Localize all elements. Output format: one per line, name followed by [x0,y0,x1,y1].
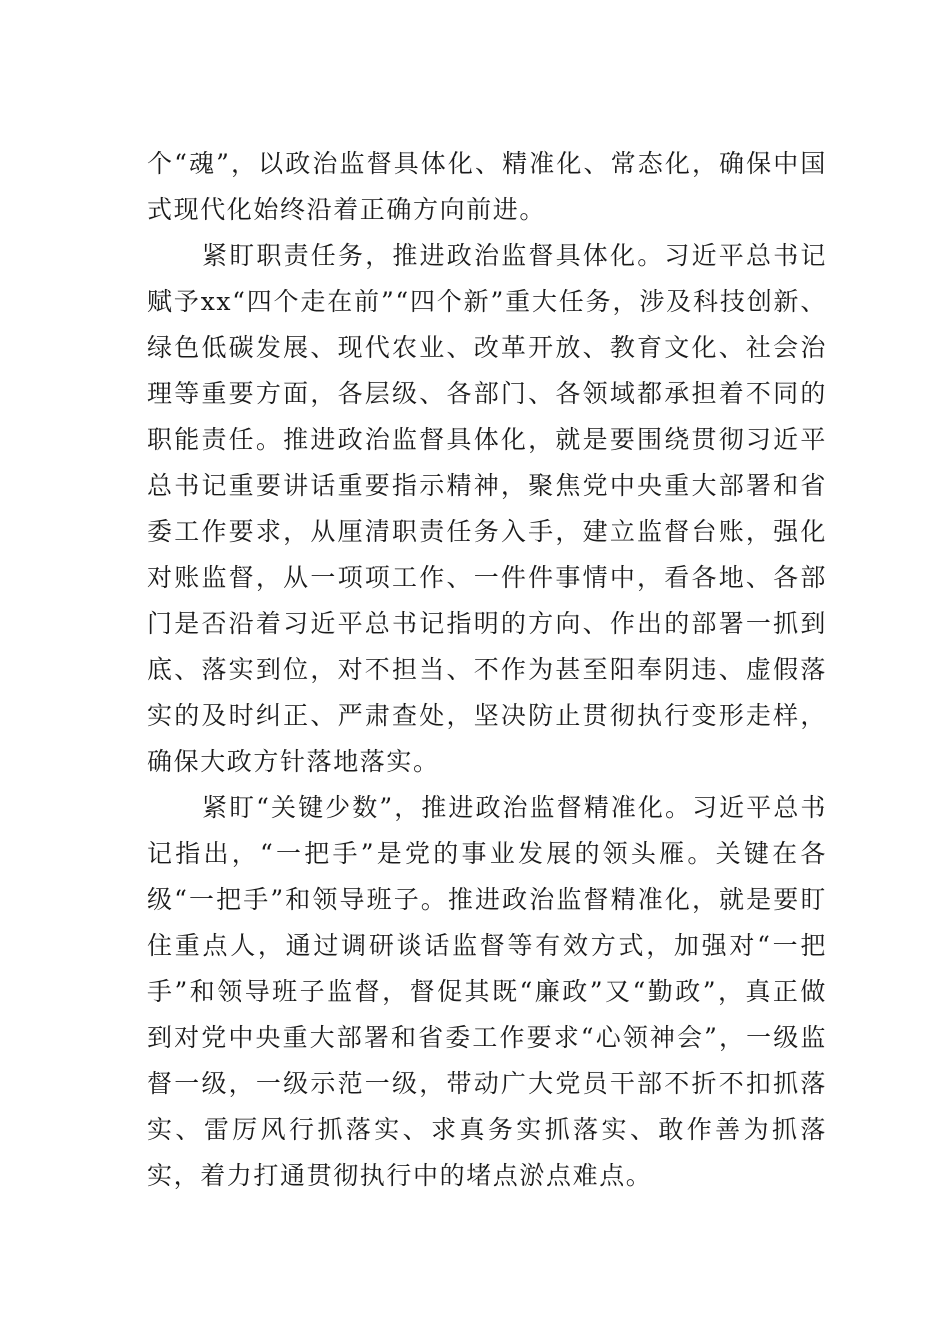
paragraph-key-minority: 紧盯“关键少数”，推进政治监督精准化。习近平总书记指出，“一把手”是党的事业发展的领头雁。关键在各级“一把手”和领导班子。推进政治监督精准化，就是要盯住重点人，通过调研谈话监督等有效方式，加强对“一把手”和领导班子监督，督促其既“廉政”又“勤政”，真正做到对党中央重大部署和省委工作要求“心领神会”，一级监督一级，一级示范一级，带动广大党员干部不折不扣抓落实、雷厉风行抓落实、求真务实抓落实、敢作善为抓落实，着力打通贯彻执行中的堵点淤点难点。 [147,793,827,1190]
paragraph-continuation: 个“魂”，以政治监督具体化、精准化、常态化，确保中国式现代化始终沿着正确方向前进。 [147,149,827,224]
document-body [147,141,827,1199]
paragraph-duty-tasks: 紧盯职责任务，推进政治监督具体化。习近平总书记赋予xx“四个走在前”“四个新”重大任务，涉及科技创新、绿色低碳发展、现代农业、改革开放、教育文化、社会治理等重要方面，各层级、各部门、各领域都承担着不同的职能责任。推进政治监督具体化，就是要围绕贯彻习近平总书记重要讲话重要指示精神，聚焦党中央重大部署和省委工作要求，从厘清职责任务入手，建立监督台账，强化对账监督，从一项项工作、一件件事情中，看各地、各部门是否沿着习近平总书记指明的方向、作出的部署一抓到底、落实到位，对不担当、不作为甚至阳奉阴违、虚假落实的及时纠正、严肃查处，坚决防止贯彻执行变形走样，确保大政方针落地落实。 [147,241,827,776]
